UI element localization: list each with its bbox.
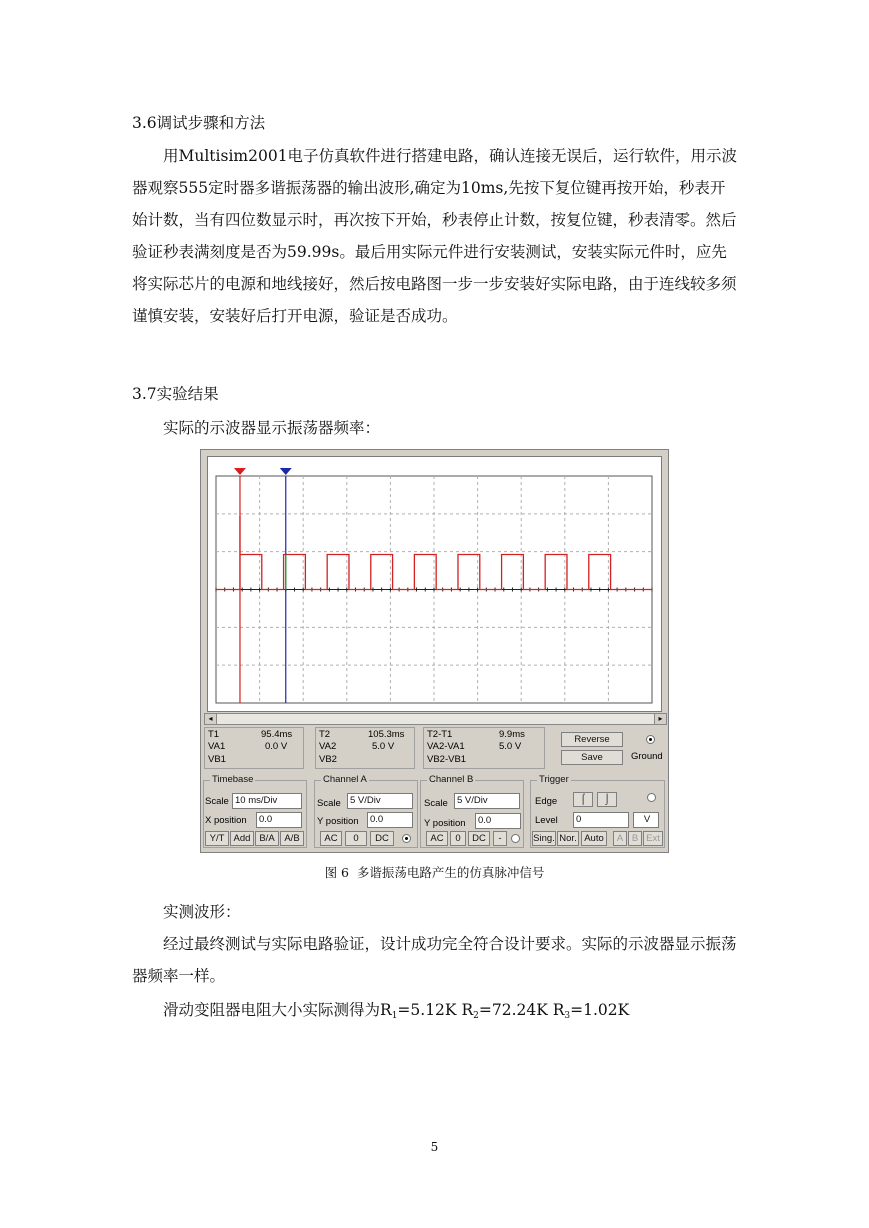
dvb-label: VB2-VB1 <box>427 754 467 765</box>
channel-a-scale-field[interactable]: 5 V/Div <box>347 793 413 809</box>
channel-b-ypos-field[interactable]: 0.0 <box>475 813 521 829</box>
t1-time: 95.4ms <box>261 729 293 740</box>
level-field[interactable]: 0 <box>573 812 629 828</box>
level-unit-field[interactable]: V <box>633 812 659 828</box>
measured-paragraph: 经过最终测试与实际电路验证，设计成功完全符合设计要求。实际的示波器显示振荡器频率一样。 <box>132 935 737 985</box>
waveform-display <box>208 457 661 711</box>
scroll-left-icon[interactable]: ◂ <box>205 714 217 724</box>
va1-label: VA1 <box>208 741 226 752</box>
r3-value: =1.02K <box>570 1001 630 1019</box>
trigger-b-button[interactable]: B <box>628 831 642 846</box>
measured-waveform-label: 实测波形： <box>163 903 241 921</box>
r1-symbol: R <box>380 1001 392 1019</box>
trigger-a-button[interactable]: A <box>613 831 627 846</box>
r3-symbol: R <box>552 1001 565 1019</box>
va2-label: VA2 <box>319 741 337 752</box>
dt-time: 9.9ms <box>499 729 525 740</box>
rising-edge-icon[interactable]: ⌠ <box>573 792 593 807</box>
t2-time: 105.3ms <box>368 729 405 740</box>
cursor-2-marker-icon <box>280 468 292 475</box>
level-label: Level <box>535 815 558 826</box>
oscilloscope-intro: 实际的示波器显示振荡器频率： <box>163 419 381 437</box>
x-position-field[interactable]: 0.0 <box>256 812 302 828</box>
falling-edge-icon[interactable]: ⌡ <box>597 792 617 807</box>
channel-b-radio[interactable] <box>511 834 520 843</box>
trigger-ext-button[interactable]: Ext <box>643 831 663 846</box>
cursor-1-marker-icon <box>234 468 246 475</box>
t1-label: T1 <box>208 729 220 740</box>
edge-label: Edge <box>535 796 558 807</box>
single-button[interactable]: Sing. <box>533 833 555 844</box>
r2-subscript: 2 <box>473 1011 479 1021</box>
section-heading-3-7: 3.7实验结果 <box>132 385 219 403</box>
ab-button[interactable]: A/B <box>280 831 304 846</box>
yt-button[interactable]: Y/T <box>205 831 229 846</box>
ba-button[interactable]: B/A <box>255 831 279 846</box>
figure-caption: 图 6 多谐振荡电路产生的仿真脉冲信号 <box>324 865 545 880</box>
channel-a-ypos-field[interactable]: 0.0 <box>367 812 413 828</box>
resistance-line <box>132 994 738 1032</box>
ground-radio[interactable] <box>646 735 655 744</box>
dva-label: VA2-VA1 <box>427 741 465 752</box>
auto-button[interactable]: Auto <box>581 831 607 846</box>
t2-readout <box>315 727 415 769</box>
add-button[interactable]: Add <box>230 831 254 846</box>
va1-value: 0.0 V <box>265 741 288 752</box>
timebase-title: Timebase <box>212 774 254 785</box>
resistance-prefix: 滑动变阻器电阻大小实际测得为 <box>163 1001 381 1019</box>
channel-b-ac-button[interactable]: AC <box>426 831 448 846</box>
section-paragraph-3-6: 用Multisim2001电子仿真软件进行搭建电路，确认连接无误后，运行软件，用示波器观察555定时器多谐振荡器的输出波形,确定为10ms,先按下复位键再按开始，秒表开始计数，当有四位数显示时，再次按下开始，秒表停止计数，按复位键，秒表清零。然后验证秒表满刻度是否为59.99s。最后用实际元件进行安装测试，安装实际元件时，应先将实际芯片的电源和地线接好，然后按电路图一步一步安装好实际电路，由于连线较多须谨慎安装，安装好后打开电源，验证是否成功。 <box>132 147 738 325</box>
channel-b-zero-button[interactable]: 0 <box>450 831 466 846</box>
timebase-scale-field[interactable]: 10 ms/Div <box>232 793 302 809</box>
reverse-button[interactable]: Reverse <box>561 732 623 747</box>
channel-b-title: Channel B <box>429 774 474 785</box>
horizontal-scrollbar[interactable] <box>204 713 667 725</box>
channel-b-dc-button[interactable]: DC <box>468 831 490 846</box>
channel-a-dc-button[interactable]: DC <box>370 831 394 846</box>
channel-b-group <box>420 774 524 848</box>
timebase-group <box>203 774 307 848</box>
r1-subscript: 1 <box>391 1011 398 1021</box>
trigger-radio[interactable] <box>647 793 656 802</box>
save-button[interactable]: Save <box>561 750 623 765</box>
dt-label: T2-T1 <box>427 729 453 740</box>
channel-b-minus-button[interactable]: - <box>493 831 507 846</box>
channel-a-radio[interactable] <box>402 834 411 843</box>
dva-value: 5.0 V <box>499 741 522 752</box>
channel-a-ypos-label: Y position <box>317 816 359 827</box>
oscilloscope-screen <box>207 456 662 712</box>
channel-a-group <box>314 774 418 848</box>
vb2-label: VB2 <box>319 754 337 765</box>
r2-symbol: R <box>461 1001 474 1019</box>
timebase-scale-label: Scale <box>205 796 229 807</box>
t2-label: T2 <box>319 729 331 740</box>
trigger-title: Trigger <box>539 774 569 785</box>
channel-b-ypos-label: Y position <box>424 818 466 829</box>
dt-readout <box>423 727 545 769</box>
page-number: 5 <box>430 1140 439 1154</box>
r1-value: =5.12K <box>397 1001 457 1019</box>
channel-b-scale-field[interactable]: 5 V/Div <box>454 793 520 809</box>
scroll-right-icon[interactable]: ▸ <box>654 714 666 724</box>
trigger-group <box>530 774 665 848</box>
ground-label: Ground <box>631 751 663 762</box>
channel-a-scale-label: Scale <box>317 798 341 809</box>
channel-a-zero-button[interactable]: 0 <box>345 831 367 846</box>
oscilloscope-window <box>200 449 669 853</box>
x-position-label: X position <box>205 815 247 826</box>
t1-readout <box>204 727 304 769</box>
vb1-label: VB1 <box>208 754 226 765</box>
channel-a-ac-button[interactable]: AC <box>320 831 342 846</box>
r3-subscript: 3 <box>564 1011 571 1021</box>
normal-button[interactable]: Nor. <box>557 831 579 846</box>
channel-a-title: Channel A <box>323 774 367 785</box>
r2-value: =72.24K <box>478 1001 548 1019</box>
section-heading-3-6: 3.6调试步骤和方法 <box>132 114 266 132</box>
channel-b-scale-label: Scale <box>424 798 448 809</box>
va2-value: 5.0 V <box>372 741 395 752</box>
